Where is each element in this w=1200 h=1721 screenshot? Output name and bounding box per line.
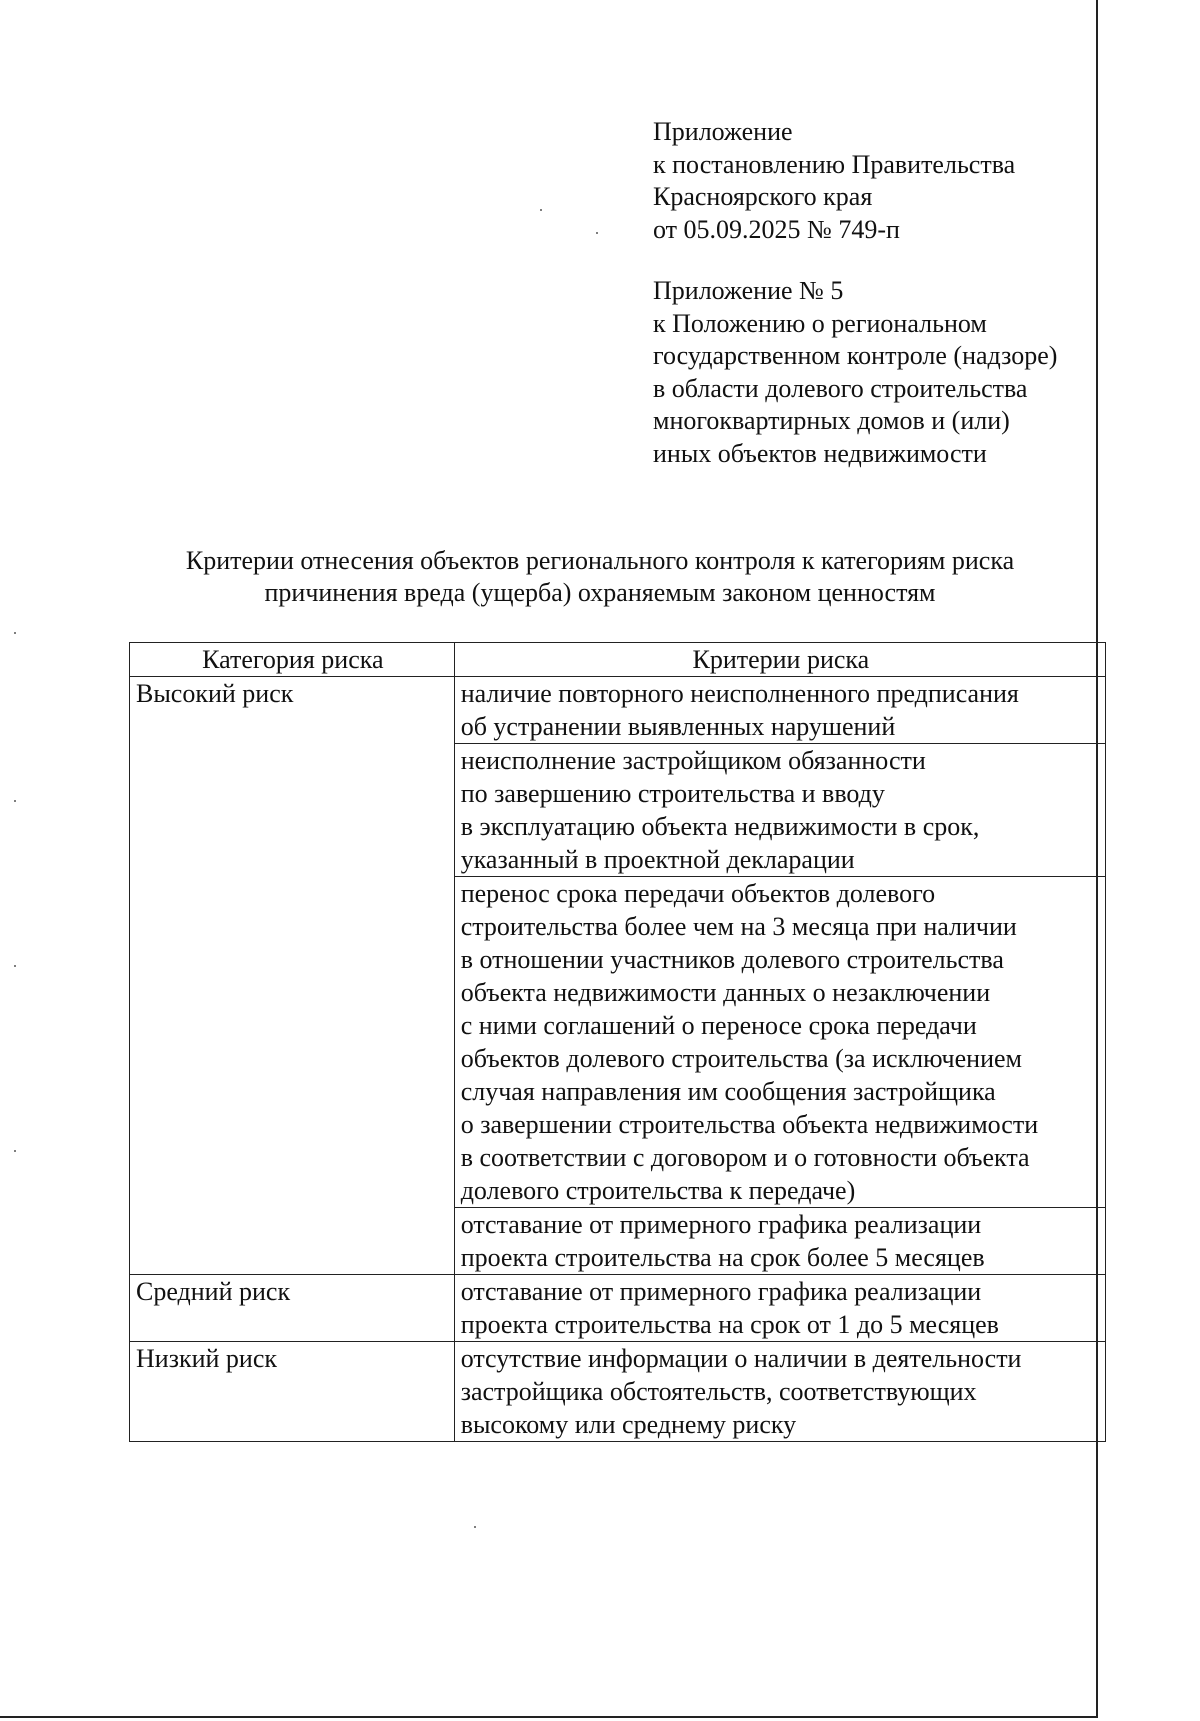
criteria-cell: отставание от примерного графика реализации проекта строительства на срок более 5 месяцев xyxy=(454,1208,1105,1275)
appendix-header-line: Красноярского края xyxy=(653,182,873,211)
scan-speck xyxy=(14,1150,16,1152)
criteria-cell: наличие повторного неисполненного предписания об устранении выявленных нарушений xyxy=(454,677,1105,744)
category-cell-medium: Средний риск xyxy=(130,1275,455,1342)
appendix5-header-line: государственном контроле (надзоре) xyxy=(653,341,1058,370)
scan-speck xyxy=(596,232,598,234)
appendix5-header-line: в области долевого строительства xyxy=(653,373,1028,403)
appendix5-header-line: к Положению о региональном xyxy=(653,308,987,338)
scan-speck xyxy=(14,800,16,802)
appendix-header-line: Приложение xyxy=(653,117,793,146)
category-cell-low: Низкий риск xyxy=(130,1342,455,1442)
title-line-2: причинения вреда (ущерба) охраняемым законом ценностям xyxy=(264,578,936,607)
appendix5-header-line: иных объектов недвижимости xyxy=(653,438,987,468)
criteria-cell: неисполнение застройщиком обязанности по завершению строительства и вводу в эксплуатацию объекта недвижимости в срок, указанный в проектной декларации xyxy=(454,744,1105,877)
header-spacer xyxy=(653,246,1057,275)
table-header-row xyxy=(130,643,1106,677)
document-title xyxy=(120,545,1080,609)
criteria-cell: отсутствие информации о наличии в деятельности застройщика обстоятельств, соответствующих высокому или среднему риску xyxy=(454,1342,1105,1442)
appendix5-header-line: Приложение № 5 xyxy=(653,276,844,305)
risk-criteria-table xyxy=(129,642,1106,1442)
criteria-cell: отставание от примерного графика реализации проекта строительства на срок от 1 до 5 месяцев xyxy=(454,1275,1105,1342)
appendix5-header-line: многоквартирных домов и (или) xyxy=(653,406,1010,435)
scan-speck xyxy=(540,209,542,211)
title-line-1: Критерии отнесения объектов регионального контроля к категориям риска xyxy=(185,546,1015,575)
appendix-header xyxy=(653,116,1057,470)
category-cell-high: Высокий риск xyxy=(130,677,455,1275)
appendix-header-line: от 05.09.2025 № 749-п xyxy=(653,214,900,244)
table-row xyxy=(130,677,1106,744)
scan-speck xyxy=(474,1526,476,1528)
table-row xyxy=(130,1275,1106,1342)
scan-speck xyxy=(14,965,16,967)
scan-speck xyxy=(14,632,16,634)
column-header-criteria: Критерии риска xyxy=(454,643,1105,677)
criteria-cell: перенос срока передачи объектов долевого строительства более чем на 3 месяца при наличии в отношении участников долевого строительства объекта недвижимости данных о незаключении с ними соглашений о переносе срока передачи объектов долевого строительства (за исключением случая направления им сообщения застройщика о завершении строительства объекта недвижимости в соответствии с договором и о готовности объекта долевого строительства к передаче) xyxy=(454,877,1105,1208)
table-row xyxy=(130,1342,1106,1442)
column-header-category: Категория риска xyxy=(130,643,455,677)
appendix-header-line: к постановлению Правительства xyxy=(653,149,1016,179)
